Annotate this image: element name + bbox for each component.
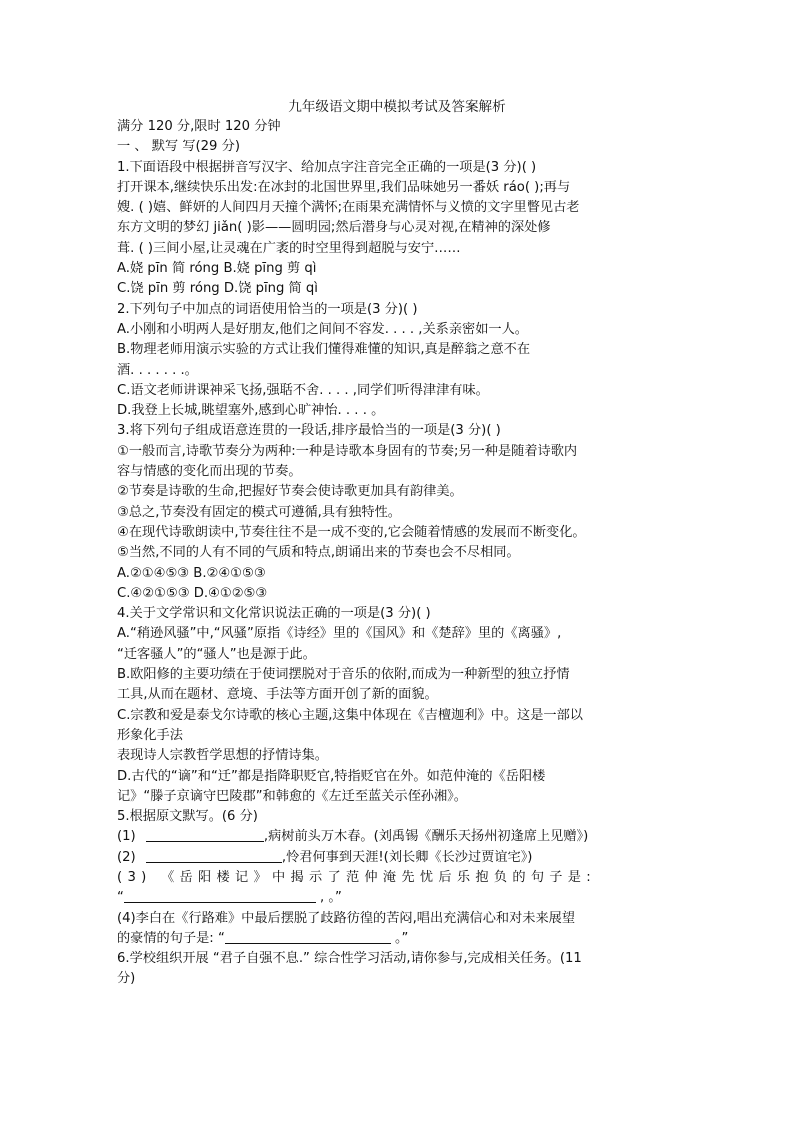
question-3-sentence: ②节奏是诗歌的生命,把握好节奏会使诗歌更加具有韵律美。	[117, 484, 463, 500]
item-text: ,病树前头万木春。(刘禹锡《酬乐天扬州初逢席上见赠》)	[263, 829, 589, 845]
question-1-passage-line: 东方文明的梦幻 jiǎn( )影——圆明园;然后潜身与心灵对视,在精神的深处修	[117, 220, 551, 236]
question-2-option: A.小刚和小明两人是好朋友,他们之间间不容发. . . . ,关系亲密如一人。	[117, 321, 528, 337]
section-heading: 一 、 默写 写(29 分)	[117, 139, 240, 155]
question-1-stem: 1.下面语段中根据拼音写汉字、给加点字注音完全正确的一项是(3 分)( )	[117, 159, 537, 175]
question-3-sentence: 容与情感的变化而出现的节奏。	[117, 464, 302, 480]
question-5-item-3-answer	[117, 888, 677, 908]
fill-blank[interactable]	[124, 888, 316, 903]
close-quote: , 。”	[315, 890, 342, 906]
question-1-option: C.饶 pīn 剪 róng D.饶 pīng 简 qì	[117, 281, 318, 297]
question-1-passage-line: 打开课本,继续快乐出发:在冰封的北国世界里,我们品味她另一番妖 ráo( );再与	[117, 179, 571, 195]
question-4-line: D.古代的“谪”和“迁”都是指降职贬官,特指贬官在外。如范仲淹的《岳阳楼	[117, 768, 546, 784]
question-2-option: B.物理老师用演示实验的方式让我们懂得难懂的知识,真是醉翁之意不在	[117, 342, 531, 358]
item-number: (2)	[117, 849, 136, 865]
fill-blank[interactable]	[146, 827, 264, 842]
fill-blank[interactable]	[225, 929, 391, 944]
exam-body	[117, 117, 677, 990]
question-4-line: 工具,从而在题材、意境、手法等方面开创了新的面貌。	[117, 687, 438, 703]
question-3-option: C.④②①⑤③ D.④①②⑤③	[117, 585, 268, 601]
question-4-line: A.“稍逊风骚”中,“风骚”原指《诗经》里的《国风》和《楚辞》里的《离骚》,	[117, 626, 562, 642]
open-quote: “	[117, 890, 124, 906]
question-4-line: C.宗教和爱是泰戈尔诗歌的核心主题,这集中体现在《吉檀迦利》中。这是一部以	[117, 707, 583, 723]
question-4-line: 记》“滕子京谪守巴陵郡”和韩愈的《左迁至蓝关示侄孙湘》。	[117, 788, 467, 804]
question-1-passage-line: 葺. ( )三间小屋,让灵魂在广袤的时空里得到超脱与安宁……	[117, 240, 461, 256]
question-4-stem: 4.关于文学常识和文化常识说法正确的一项是(3 分)( )	[117, 606, 431, 622]
question-2-option: 酒. . . . . . .。	[117, 362, 198, 378]
question-3-sentence: ⑤当然,不同的人有不同的气质和特点,朗诵出来的节奏也会不尽相同。	[117, 545, 520, 561]
question-3-stem: 3.将下列句子组成语意连贯的一段话,排序最恰当的一项是(3 分)( )	[117, 423, 501, 439]
question-2-stem: 2.下列句子中加点的词语使用恰当的一项是(3 分)( )	[117, 301, 418, 317]
question-5-item-4: (4)李白在《行路难》中最后摆脱了歧路彷徨的苦闷,唱出充满信心和对未来展望	[117, 910, 576, 926]
question-6-stem: 6.学校组织开展 “君子自强不息.” 综合性学习活动,请你参与,完成相关任务。(11	[117, 951, 582, 967]
question-6-stem-cont: 分)	[117, 971, 136, 987]
question-3-sentence: ③总之,节奏没有固定的模式可遵循,具有独特性。	[117, 504, 401, 520]
question-4-line: 表现诗人宗教哲学思想的抒情诗集。	[117, 748, 328, 764]
item-number: (1)	[117, 829, 136, 845]
item-text: 的豪情的句子是: “	[117, 930, 225, 946]
question-3-sentence: ④在现代诗歌朗读中,节奏往往不是一成不变的,它会随着情感的发展而不断变化。	[117, 524, 586, 540]
question-3-option: A.②①④⑤③ B.②④①⑤③	[117, 565, 266, 581]
question-4-line: 形象化手法	[117, 727, 183, 743]
question-3-sentence: ①一般而言,诗歌节奏分为两种:一种是诗歌本身固有的节奏;另一种是随着诗歌内	[117, 443, 578, 459]
item-text: ,怜君何事到天涯!(刘长卿《长沙过贾谊宅》)	[281, 849, 533, 865]
question-2-option: D.我登上长城,眺望塞外,感到心旷神怡. . . . 。	[117, 403, 385, 419]
question-5-item-1	[117, 827, 677, 847]
question-5-item-4-answer	[117, 929, 677, 949]
question-2-option: C.语文老师讲课神采飞扬,强聒不舍. . . . ,同学们听得津津有味。	[117, 382, 489, 398]
question-5-item-3: (3) 《岳阳楼记》中揭示了范仲淹先忧后乐抱负的句子是:	[117, 869, 597, 885]
question-5-stem: 5.根据原文默写。(6 分)	[117, 809, 258, 825]
question-1-passage-line: 嫂. ( )嬉、鲜妍的人间四月天撞个满怀;在雨果充满情怀与义愤的文字里瞥见古老	[117, 200, 580, 216]
question-4-line: B.欧阳修的主要功绩在于使词摆脱对于音乐的依附,而成为一种新型的独立抒情	[117, 667, 570, 683]
page-title: 九年级语文期中模拟考试及答案解析	[288, 99, 506, 115]
question-5-item-2	[117, 848, 677, 868]
score-time-info: 满分 120 分,限时 120 分钟	[117, 119, 281, 134]
question-1-option: A.娆 pīn 简 róng B.娆 pīng 剪 qì	[117, 261, 317, 277]
question-4-line: “迁客骚人”的“骚人”也是源于此。	[117, 646, 316, 662]
close-quote: 。”	[390, 930, 409, 946]
fill-blank[interactable]	[146, 848, 282, 863]
